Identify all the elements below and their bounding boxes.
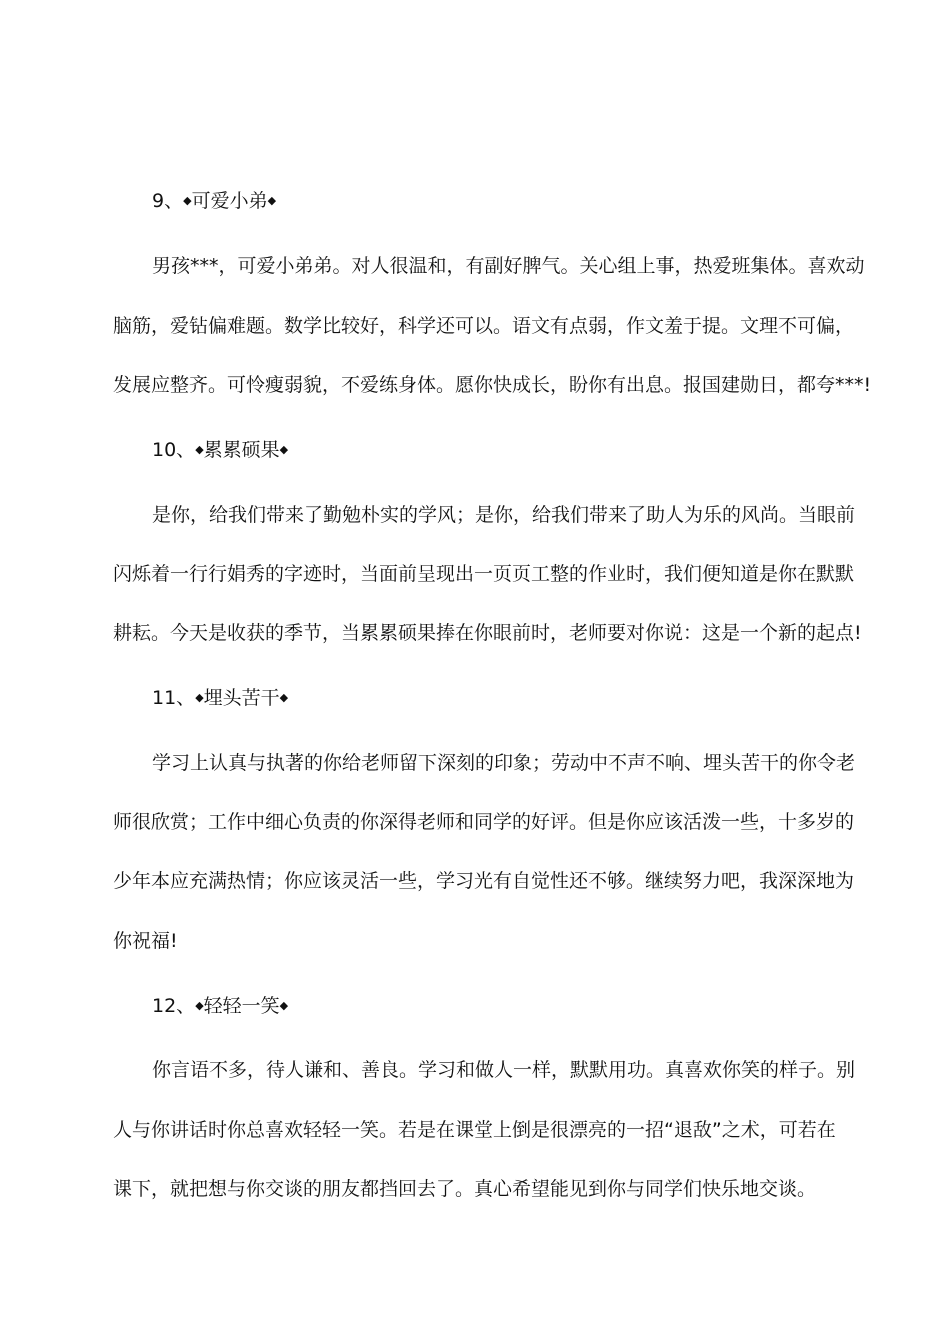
section-title: 轻轻一笑 <box>203 995 280 1017</box>
paragraph-line: 你言语不多，待人谦和、善良。学习和做人一样，默默用功。真喜欢你笑的样子。别 <box>152 1059 856 1081</box>
diamond-icon: ◆ <box>195 999 204 1012</box>
section-heading <box>0 438 950 462</box>
diamond-icon: ◆ <box>195 443 204 456</box>
paragraph-line: 男孩***，可爱小弟弟。对人很温和，有副好脾气。关心组上事，热爱班集体。喜欢动 <box>152 255 865 277</box>
diamond-icon: ◆ <box>195 691 204 704</box>
paragraph-line: 课下，就把想与你交谈的朋友都挡回去了。真心希望能见到你与同学们快乐地交谈。 <box>113 1178 817 1200</box>
diamond-icon: ◆ <box>183 194 192 207</box>
section-number: 11、 <box>152 687 196 709</box>
section-number: 12、 <box>152 995 196 1017</box>
section-title: 埋头苦干 <box>203 687 280 709</box>
paragraph-line: 脑筋，爱钻偏难题。数学比较好，科学还可以。语文有点弱，作文羞于提。文理不可偏， <box>113 315 855 337</box>
section-heading <box>0 994 950 1018</box>
section-heading <box>0 686 950 710</box>
section-number: 10、 <box>152 439 196 461</box>
diamond-icon: ◆ <box>279 443 289 456</box>
paragraph-line: 师很欣赏；工作中细心负责的你深得老师和同学的好评。但是你应该活泼一些，十多岁的 <box>113 811 855 833</box>
paragraph-line: 发展应整齐。可怜瘦弱貌，不爱练身体。愿你快成长，盼你有出息。报国建勋日，都夸***! <box>113 374 872 396</box>
diamond-icon: ◆ <box>279 999 289 1012</box>
section-title: 可爱小弟 <box>191 190 268 212</box>
paragraph-line: 是你，给我们带来了勤勉朴实的学风；是你，给我们带来了助人为乐的风尚。当眼前 <box>152 504 856 526</box>
paragraph-line: 学习上认真与执著的你给老师留下深刻的印象；劳动中不声不响、埋头苦干的你令老 <box>152 752 856 774</box>
section-number: 9、 <box>152 190 184 212</box>
paragraph-line: 闪烁着一行行娟秀的字迹时，当面前呈现出一页页工整的作业时，我们便知道是你在默默 <box>113 563 855 585</box>
section-title: 累累硕果 <box>203 439 280 461</box>
paragraph-line: 耕耘。今天是收获的季节，当累累硕果捧在你眼前时，老师要对你说：这是一个新的起点! <box>113 622 862 644</box>
diamond-icon: ◆ <box>279 691 289 704</box>
section-heading <box>0 189 950 213</box>
diamond-icon: ◆ <box>267 194 277 207</box>
paragraph-line: 你祝福! <box>113 930 178 952</box>
paragraph-line: 人与你讲话时你总喜欢轻轻一笑。若是在课堂上倒是很漂亮的一招“退敌”之术，可若在 <box>113 1119 836 1141</box>
paragraph-line: 少年本应充满热情；你应该灵活一些，学习光有自觉性还不够。继续努力吧，我深深地为 <box>113 870 855 892</box>
